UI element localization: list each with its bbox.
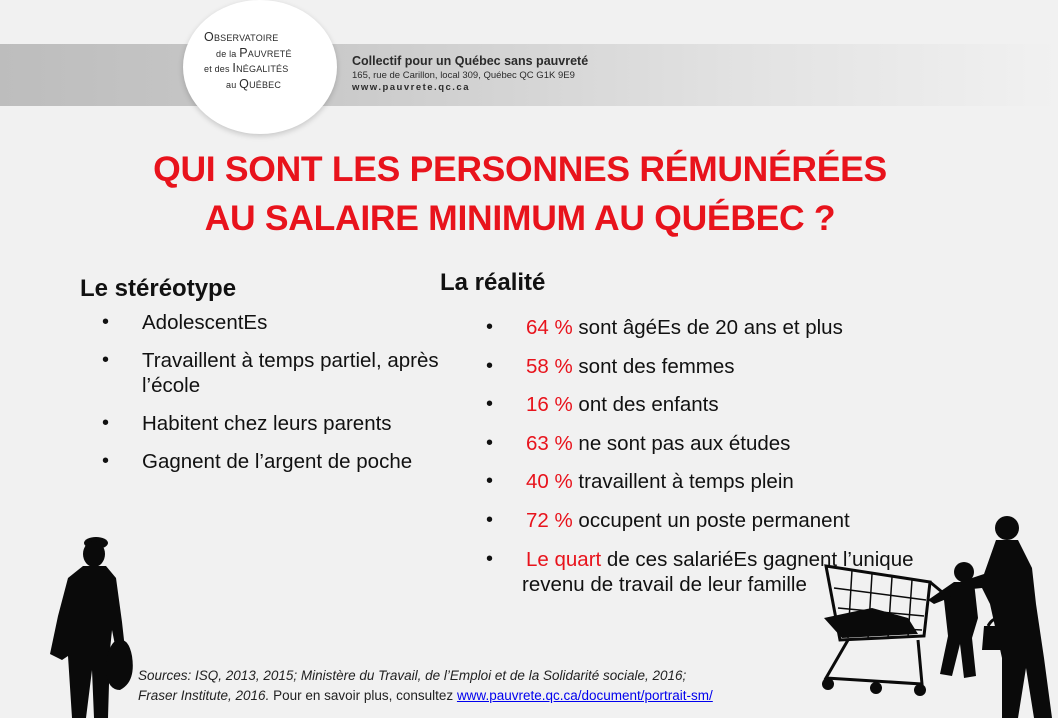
organization-website: www.pauvrete.qc.ca bbox=[352, 82, 470, 93]
list-item: • AdolescentEs bbox=[102, 311, 268, 334]
sources-footnote: Sources: ISQ, 2013, 2015; Ministère du Travail, de l’Emploi et de la Solidarité sociale, 2016; Fraser Institute, 2016. Pour en savoir plus, consultez www.pauvrete.qc.ca/document/portrait-sm/ bbox=[138, 668, 713, 703]
portrait-link[interactable]: www.pauvrete.qc.ca/document/portrait-sm/ bbox=[456, 688, 713, 703]
bullet-icon: • bbox=[486, 431, 494, 454]
organization-name: Collectif pour un Québec sans pauvreté bbox=[352, 54, 589, 68]
observatoire-logo-text: OBSERVATOIRE de la PAUVRETÉ et des INÉGALITÉS au QUÉBEC bbox=[204, 30, 292, 91]
list-item: • Travaillent à temps partiel, après l’école bbox=[102, 349, 439, 397]
bullet-icon: • bbox=[102, 311, 110, 333]
bullet-icon: • bbox=[486, 354, 494, 377]
bullet-icon: • bbox=[102, 349, 110, 371]
teen-silhouette-icon bbox=[28, 530, 138, 718]
list-item: • 63 % ne sont pas aux études bbox=[486, 431, 791, 455]
bullet-icon: • bbox=[486, 316, 494, 338]
bullet-icon: • bbox=[102, 412, 110, 434]
bullet-icon: • bbox=[102, 450, 110, 472]
bullet-icon: • bbox=[486, 393, 494, 416]
bullet-icon: • bbox=[486, 470, 494, 493]
stereotype-list bbox=[102, 310, 442, 487]
organization-address: 165, rue de Carillon, local 309, Québec QC G1K 9E9 bbox=[352, 70, 575, 81]
list-item: • 16 % ont des enfants bbox=[486, 393, 719, 417]
reality-heading: La réalité bbox=[440, 269, 546, 296]
list-item: • Le quart de ces salariéEs gagnent l’unique revenu de travail de leur famille bbox=[486, 547, 914, 596]
list-item: • Gagnent de l’argent de poche bbox=[102, 450, 413, 473]
organization-info bbox=[352, 54, 588, 93]
list-item: • 58 % sont des femmes bbox=[486, 354, 735, 378]
list-item: • 64 % sont âgéEs de 20 ans et plus bbox=[486, 316, 843, 339]
page-title: QUI SONT LES PERSONNES RÉMUNÉRÉES AU SALAIRE MINIMUM AU QUÉBEC ? bbox=[153, 149, 887, 238]
stereotype-heading: Le stéréotype bbox=[80, 275, 237, 302]
bullet-icon: • bbox=[486, 508, 494, 531]
bullet-icon: • bbox=[486, 547, 494, 570]
list-item: • Habitent chez leurs parents bbox=[102, 412, 392, 435]
list-item: • 72 % occupent un poste permanent bbox=[486, 508, 850, 532]
list-item: • 40 % travaillent à temps plein bbox=[486, 470, 794, 494]
